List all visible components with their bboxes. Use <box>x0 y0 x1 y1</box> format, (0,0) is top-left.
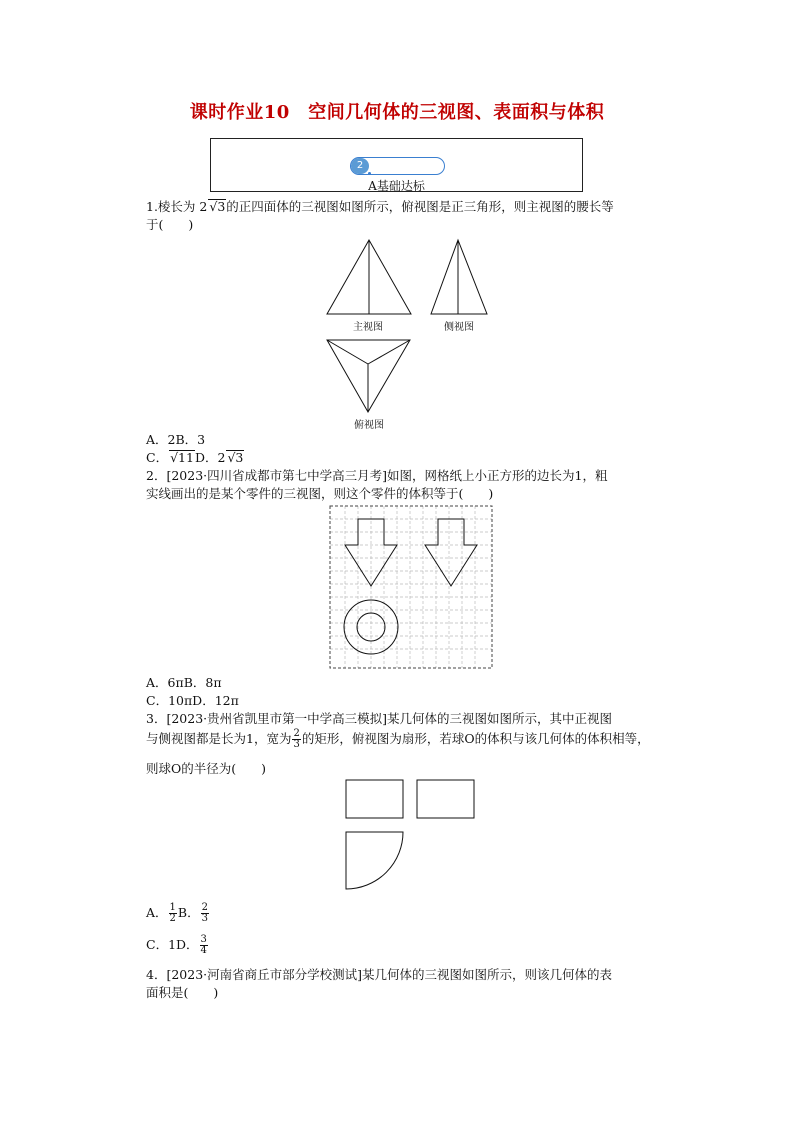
q3-opt-a-prefix: A． <box>146 905 168 920</box>
q3-opt-d-num: 3 <box>200 934 207 945</box>
q1-caption-top: 俯视图 <box>354 420 384 431</box>
q3-opt-a-num: 1 <box>169 902 176 913</box>
q1-opt-c-sqrt: √11 <box>170 450 194 465</box>
q3-fraction-num: 2 <box>293 728 300 739</box>
q1-text-a: 1.棱长为 2 <box>146 199 208 214</box>
q3-opt-d-den: 4 <box>200 945 207 956</box>
q1-text-b: 的正四面体的三视图如图所示，俯视图是正三角形，则主视图的腰长等 <box>226 199 614 214</box>
q2-option-ab: A．6πB．8π <box>146 675 222 690</box>
q3-line1: 3．[2023·贵州省凯里市第一中学高三模拟]某几何体的三视图如图所示，其中正视图 <box>146 711 612 726</box>
q3-opt-d-frac <box>200 935 208 956</box>
q2-line1: 2．[2023·四川省成都市第七中学高三月考]如图，网格纸上小正方形的边长为1，粗 <box>146 468 608 483</box>
q1-opt-d-sqrt-value: 3 <box>235 450 244 465</box>
q1-opt-c-prefix: C． <box>146 450 169 465</box>
q3-opt-c-prefix: C．1D． <box>146 937 199 952</box>
q1-opt-c-sqrt-value: 11 <box>178 450 194 465</box>
q3-fraction-den: 3 <box>293 739 300 750</box>
q3-opt-b-den: 3 <box>201 913 208 924</box>
q3-opt-a-frac <box>169 903 177 924</box>
q3-text-b: 的矩形，俯视图为扇形，若球O的体积与该几何体的体积相等， <box>301 731 650 746</box>
q3-opt-b-prefix: B． <box>177 905 200 920</box>
q4-line1: 4．[2023·河南省商丘市部分学校测试]某几何体的三视图如图所示，则该几何体的表 <box>146 967 612 982</box>
section-label: A基础达标 <box>368 179 425 193</box>
q3-option-ab <box>146 903 210 924</box>
section-badge: 2 <box>351 158 369 174</box>
q2-option-cd: C．10πD．12π <box>146 693 239 708</box>
q1-option-ab: A．2B．3 <box>146 432 206 447</box>
q3-option-cd <box>146 935 209 956</box>
q1-opt-d-sqrt: √3 <box>227 450 244 465</box>
q1-line2: 于( ) <box>146 217 194 232</box>
q1-caption-front: 主视图 <box>353 322 383 333</box>
q1-sqrt: √3 <box>209 199 226 214</box>
q3-text-a: 与侧视图都是长为1，宽为 <box>146 731 292 746</box>
page-title: 课时作业10 空间几何体的三视图、表面积与体积 <box>189 102 605 123</box>
q1-caption-side: 侧视图 <box>444 322 474 333</box>
q3-opt-a-den: 2 <box>169 913 176 924</box>
q3-opt-b-num: 2 <box>201 902 208 913</box>
q3-line3: 则球O的半径为( ) <box>146 761 267 776</box>
q1-sqrt-value: 3 <box>217 199 226 214</box>
q4-line2: 面积是( ) <box>146 985 219 1000</box>
q3-opt-b-frac <box>201 903 209 924</box>
q1-opt-d-prefix: D．2 <box>194 450 226 465</box>
q2-line2: 实线画出的是某个零件的三视图，则这个零件的体积等于( ) <box>146 486 494 501</box>
